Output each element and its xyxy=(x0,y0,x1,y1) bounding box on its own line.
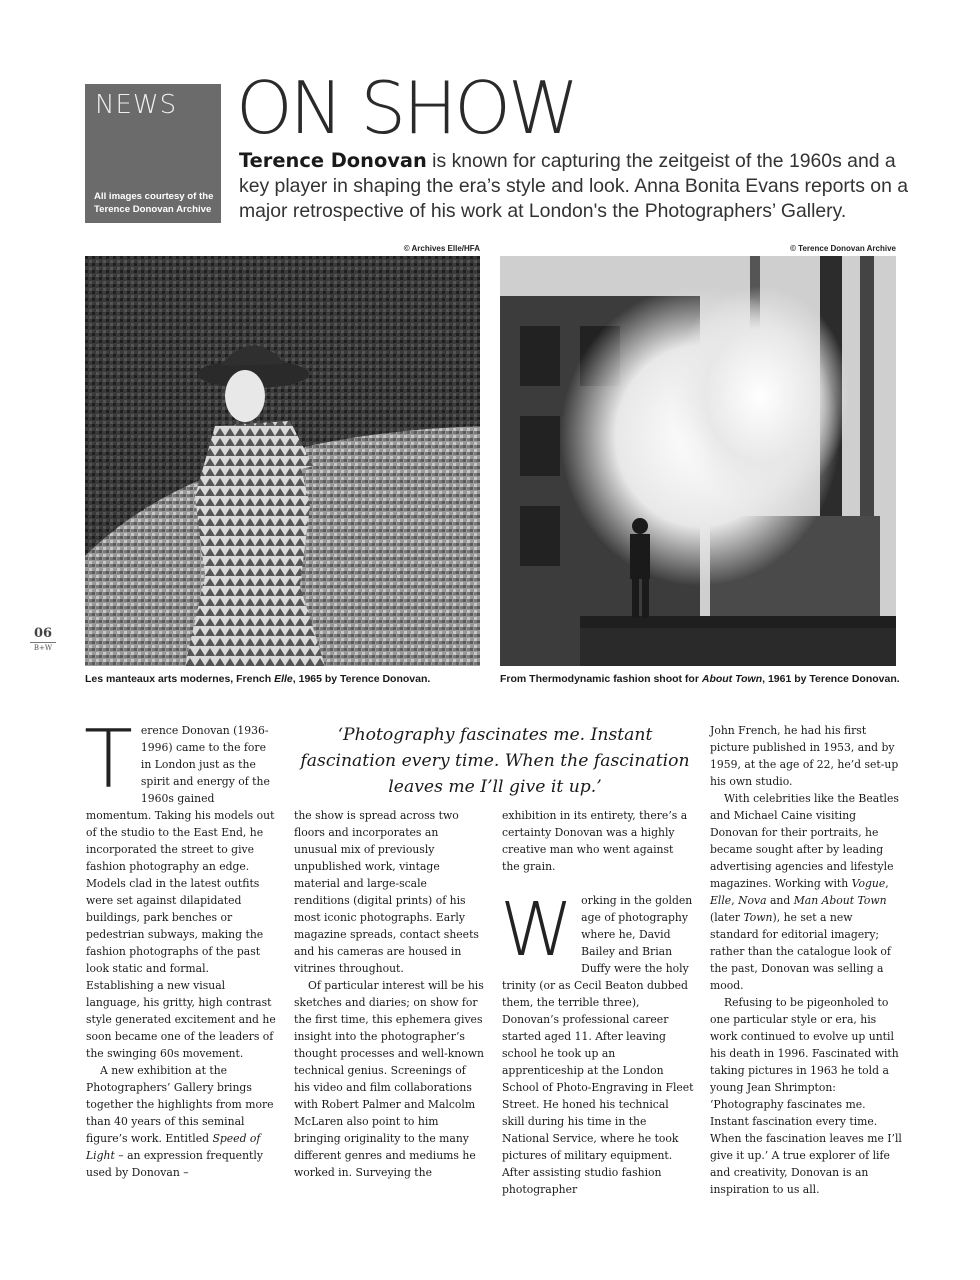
body-column-3 xyxy=(502,807,694,1198)
section-tag-box xyxy=(85,84,221,223)
col1-para-2-text: A new exhibition at the Photographers’ Gallery brings together the highlights from more than 40 years of this seminal figure’s work. Entitled xyxy=(86,1064,274,1145)
photo-woman-patterned-coat xyxy=(85,256,480,666)
exhibition-title: Speed of Light xyxy=(86,1132,261,1162)
image-credit-line-1: All images courtesy of the xyxy=(94,191,214,202)
body-column-1 xyxy=(84,713,278,1181)
photo-2-caption xyxy=(500,673,900,685)
magazine-elle: Elle xyxy=(710,894,732,907)
image-credit-note xyxy=(94,190,213,216)
dropcap-w: W xyxy=(500,887,574,973)
col4-para-2 xyxy=(710,790,902,994)
dropcap-t: T xyxy=(84,713,133,806)
sep-1: , xyxy=(885,877,889,890)
sep-2: , xyxy=(731,894,739,907)
photo-1-caption xyxy=(85,673,430,685)
col1-para-1-text: erence Donovan (1936-1996) came to the fore in London just as the spirit and energy of the 1960s gained momentum. Taking his models out of the studio to the East End, he incorporated the street to give fashion photography an edge. Models clad in the latest outfits were set against dilapidated buildings, park benches or pedestrian subways, making the fashion photographs of the past look static and formal. Establishing a new visual language, his gritty, high contrast style generated excitement and he soon became one of the leaders of the swinging 60s movement. xyxy=(86,724,276,1060)
page-folio xyxy=(30,626,56,652)
magazine-mark: B+W xyxy=(33,644,53,652)
standfirst-name: Terence Donovan xyxy=(239,149,427,172)
pull-quote: ‘Photography fascinates me. Instant fascination every time. When the fascination leaves me I’ll give it up.’ xyxy=(300,725,690,797)
col4-para-1: John French, he had his first picture published in 1953, and by 1959, at the age of 22, he’d set-up his own studio. xyxy=(710,724,899,788)
magazine-nova: Nova xyxy=(738,894,767,907)
standfirst xyxy=(239,148,919,224)
col1-para-2-end: – an expression frequently used by Donovan – xyxy=(86,1149,263,1179)
sep-4: (later xyxy=(710,911,744,924)
caption-1-text: Les manteaux arts modernes, French xyxy=(85,673,275,685)
standfirst-text: is known for capturing the zeitgeist of the 1960s and a key player in shaping the era’s style and look. Anna Bonita Evans reports on a major retrospective of his work at London's the Photographers’ Gallery. xyxy=(239,150,909,222)
headline: ON SHOW xyxy=(236,66,577,150)
photo-2-illustration xyxy=(500,256,896,666)
col3-para-1: exhibition in its entirety, there’s a certainty Donovan was a highly creative man who went against the grain. xyxy=(502,809,688,873)
magazine-vogue: Vogue xyxy=(851,877,886,890)
caption-1-title: Elle xyxy=(274,673,293,685)
magazine-town: Town xyxy=(743,911,773,924)
col2-para-2: Of particular interest will be his sketches and diaries; on show for the first time, this ephemera gives insight into the photographer’s thought processes and well-known technical genius. Screenings of his video and film collaborations with Robert Palmer and Malcolm McLaren also point to him bringing originality to the many different genres and mediums he worked in. Surveying the xyxy=(294,979,484,1179)
caption-2-title: About Town xyxy=(701,673,763,685)
photo-man-industrial-steam xyxy=(500,256,896,666)
col2-para-1: the show is spread across two floors and incorporates an unusual mix of previously unpublished work, vintage material and large-scale renditions (digital prints) of his most iconic photographs. Early magazine spreads, contact sheets and his cameras are housed in vitrines throughout. xyxy=(294,809,479,975)
sep-3: and xyxy=(766,894,794,907)
col3-para-2 xyxy=(500,887,694,1198)
page-number: 06 xyxy=(30,626,56,643)
body-column-2 xyxy=(294,807,484,1181)
caption-1-end: , 1965 by Terence Donovan. xyxy=(292,673,431,685)
body-column-4 xyxy=(710,722,902,1198)
photo-1-illustration xyxy=(85,256,480,666)
col3-para-2-text: orking in the golden age of photography where he, David Bailey and Brian Duffy were the holy trinity (or as Cecil Beaton dubbed them, the terrible three), Donovan’s professional career started aged 11. After leaving school he took up an apprenticeship at the London School of Photo-Engraving in Fleet Street. He honed his technical skill during his time in the National Service, where he took pictures of military equipment. After assisting studio fashion photographer xyxy=(502,894,694,1196)
photo-2-credit: © Terence Donovan Archive xyxy=(790,244,896,253)
image-credit-line-2: Terence Donovan Archive xyxy=(94,204,212,215)
section-label: NEWS xyxy=(95,90,178,120)
col1-para-1 xyxy=(84,713,278,1062)
photo-1-credit: © Archives Elle/HFA xyxy=(403,244,480,253)
col4-para-3: Refusing to be pigeonholed to one particular style or era, his work continued to evolve up until his death in 1996. Fascinated with taking pictures in 1963 he told a young Jean Shrimpton: ‘Photography fascinates me. Instant fascination every time. When the fascination leaves me I’ll give it up.’ A true explorer of life and creativity, Donovan is an inspiration to us all. xyxy=(710,996,902,1196)
col4-para-2-end: ), he set a new standard for editorial imagery; rather than the catalogue look of the past, Donovan was selling a mood. xyxy=(710,911,891,992)
col1-para-2 xyxy=(86,1062,278,1181)
caption-2-end: , 1961 by Terence Donovan. xyxy=(762,673,900,685)
magazine-man-about-town: Man About Town xyxy=(793,894,887,907)
col4-para-2-text: With celebrities like the Beatles and Michael Caine visiting Donovan for their portraits, he became sought after by leading advertising agencies and lifestyle magazines. Working with xyxy=(710,792,899,890)
caption-2-text: From Thermodynamic fashion shoot for xyxy=(500,673,702,685)
